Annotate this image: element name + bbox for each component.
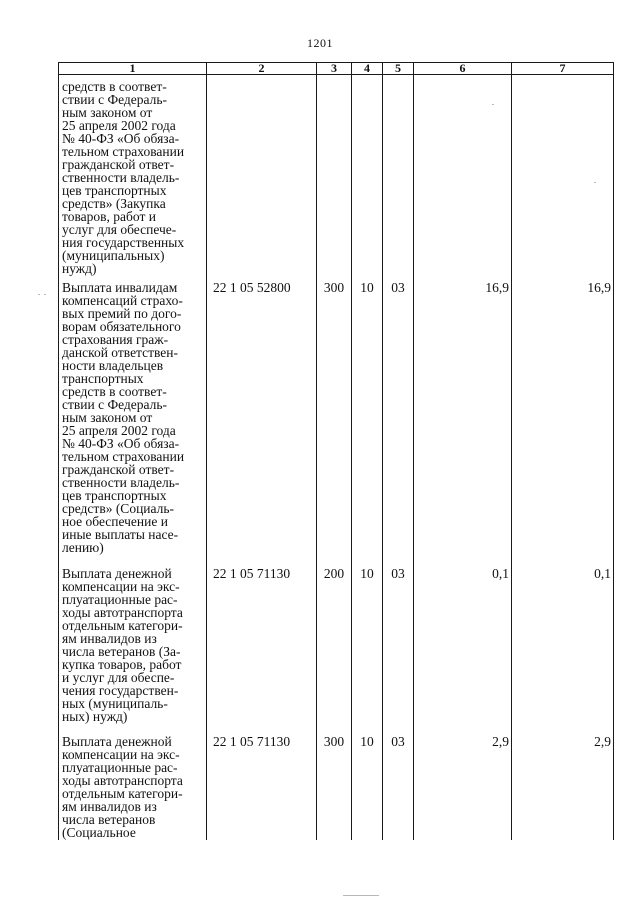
scan-speck xyxy=(343,895,379,896)
description-line: Выплата денежной xyxy=(62,734,172,749)
expense-type-code: 300 xyxy=(317,735,352,840)
row-description xyxy=(59,567,207,735)
description-line: купка товаров, работ xyxy=(62,657,182,672)
amount-column-7: 2,9 xyxy=(512,735,614,840)
description-line: нужд) xyxy=(62,261,97,276)
description-line: ным законом от xyxy=(62,410,153,425)
row-description xyxy=(59,75,207,282)
expense-type-code: 200 xyxy=(317,567,352,735)
column-header-7: 7 xyxy=(512,63,614,75)
section-code: 10 xyxy=(352,567,383,735)
description-line: тельном страховании xyxy=(62,449,185,464)
description-line: Выплата денежной xyxy=(62,566,172,581)
description-line: ных) нужд) xyxy=(62,709,128,724)
subsection-code xyxy=(383,75,414,282)
scan-speck xyxy=(38,294,40,295)
table-row xyxy=(59,567,614,735)
description-line: числа ветеранов xyxy=(62,812,156,827)
description-line: (Социальное xyxy=(62,825,136,840)
subsection-code: 03 xyxy=(383,735,414,840)
description-line: отдельным категори- xyxy=(62,618,183,633)
description-line: иные выплаты насе- xyxy=(62,527,179,542)
description-line: числа ветеранов (За- xyxy=(62,644,181,659)
description-line: данской ответствен- xyxy=(62,345,179,360)
description-line: услуг для обеспече- xyxy=(62,222,177,237)
description-line: ных (муниципаль- xyxy=(62,696,168,711)
description-line: ворам обязательного xyxy=(62,319,181,334)
description-line: ствии с Федераль- xyxy=(62,92,168,107)
description-line: ное обеспечение и xyxy=(62,514,168,529)
section-code xyxy=(352,75,383,282)
column-header-5: 5 xyxy=(383,63,414,75)
description-line: ния государственных xyxy=(62,235,185,250)
description-line: средств в соответ- xyxy=(62,79,167,94)
table-row xyxy=(59,75,614,282)
description-line: гражданской ответ- xyxy=(62,462,175,477)
description-line: ходы автотранспорта xyxy=(62,605,183,620)
description-line: средств в соответ- xyxy=(62,384,167,399)
budget-code: 22 1 05 71130 xyxy=(207,735,317,840)
description-line: ствии с Федераль- xyxy=(62,397,168,412)
table-row xyxy=(59,735,614,840)
description-line: № 40-ФЗ «Об обяза- xyxy=(62,131,180,146)
amount-column-6: 2,9 xyxy=(414,735,512,840)
description-line: 25 апреля 2002 года xyxy=(62,118,176,133)
column-header-1: 1 xyxy=(59,63,207,75)
description-line: вых премий по дого- xyxy=(62,306,182,321)
description-line: и услуг для обеспе- xyxy=(62,670,175,685)
description-line: транспортных xyxy=(62,371,144,386)
budget-table xyxy=(58,62,614,840)
description-line: тельном страховании xyxy=(62,144,185,159)
description-line: чения государствен- xyxy=(62,683,179,698)
description-line: цев транспортных xyxy=(62,183,167,198)
page-number: 1201 xyxy=(307,36,333,50)
description-line: плуатационные рас- xyxy=(62,760,178,775)
amount-column-6: 16,9 xyxy=(414,281,512,567)
description-line: ходы автотранспорта xyxy=(62,773,183,788)
description-line: Выплата инвалидам xyxy=(62,280,178,295)
table-row xyxy=(59,281,614,567)
description-line: ности владельцев xyxy=(62,358,164,373)
amount-column-7: 16,9 xyxy=(512,281,614,567)
description-line: № 40-ФЗ «Об обяза- xyxy=(62,436,180,451)
description-line: товаров, работ и xyxy=(62,209,156,224)
expense-type-code xyxy=(317,75,352,282)
amount-column-6: 0,1 xyxy=(414,567,512,735)
amount-column-7: 0,1 xyxy=(512,567,614,735)
description-line: цев транспортных xyxy=(62,488,167,503)
amount-column-6 xyxy=(414,75,512,282)
description-line: лению) xyxy=(62,540,104,555)
scan-speck xyxy=(492,104,494,105)
scan-speck xyxy=(44,294,46,295)
description-line: средств» (Социаль- xyxy=(62,501,175,516)
description-line: отдельным категори- xyxy=(62,786,183,801)
column-header-2: 2 xyxy=(207,63,317,75)
description-line: плуатационные рас- xyxy=(62,592,178,607)
section-code: 10 xyxy=(352,735,383,840)
description-line: (муниципальных) xyxy=(62,248,165,263)
description-line: компенсации на экс- xyxy=(62,747,180,762)
budget-code xyxy=(207,75,317,282)
expense-type-code: 300 xyxy=(317,281,352,567)
subsection-code: 03 xyxy=(383,281,414,567)
section-code: 10 xyxy=(352,281,383,567)
column-header-4: 4 xyxy=(352,63,383,75)
description-line: компенсаций страхо- xyxy=(62,293,183,308)
table-header-row xyxy=(59,63,614,75)
column-header-3: 3 xyxy=(317,63,352,75)
subsection-code: 03 xyxy=(383,567,414,735)
description-line: ям инвалидов из xyxy=(62,799,157,814)
description-line: 25 апреля 2002 года xyxy=(62,423,176,438)
description-line: компенсации на экс- xyxy=(62,579,180,594)
budget-code: 22 1 05 52800 xyxy=(207,281,317,567)
column-header-6: 6 xyxy=(414,63,512,75)
row-description xyxy=(59,281,207,567)
description-line: ям инвалидов из xyxy=(62,631,157,646)
description-line: ственности владель- xyxy=(62,475,180,490)
budget-code: 22 1 05 71130 xyxy=(207,567,317,735)
description-line: средств» (Закупка xyxy=(62,196,166,211)
description-line: ным законом от xyxy=(62,105,153,120)
description-line: ственности владель- xyxy=(62,170,180,185)
scan-speck xyxy=(594,182,596,183)
amount-column-7 xyxy=(512,75,614,282)
description-line: страхования граж- xyxy=(62,332,169,347)
description-line: гражданской ответ- xyxy=(62,157,175,172)
row-description xyxy=(59,735,207,840)
